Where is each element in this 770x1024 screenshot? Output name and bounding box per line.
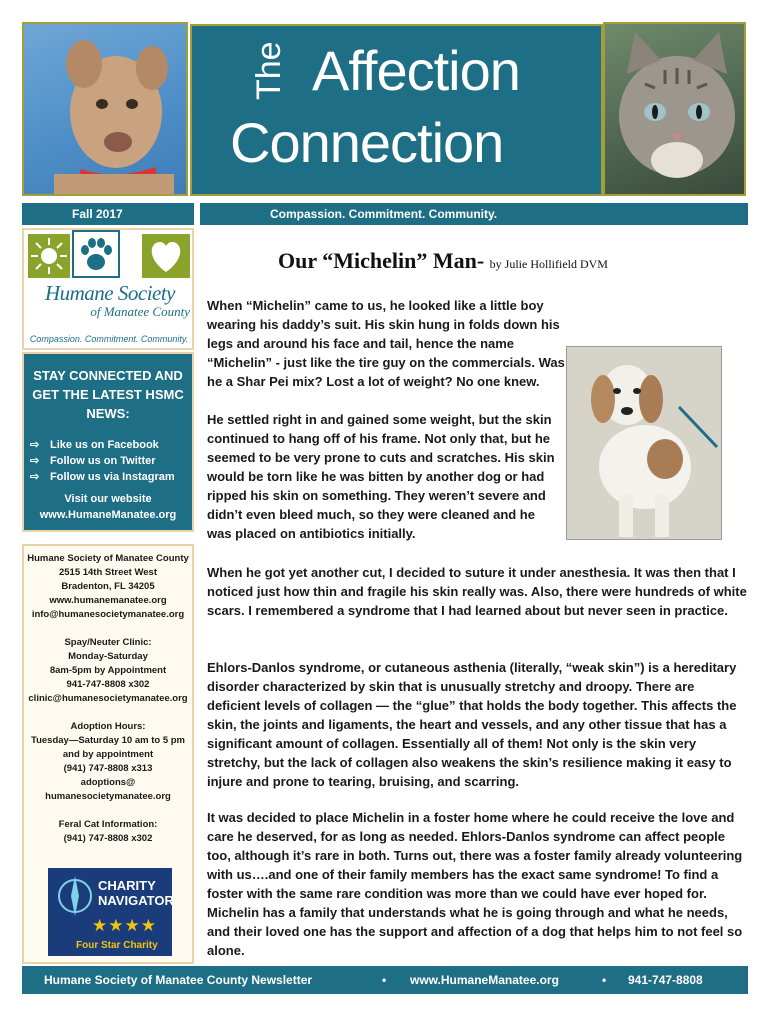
season-band: Fall 2017: [22, 203, 194, 225]
paw-icon: [72, 230, 120, 278]
social-link-twitter[interactable]: ⇨ Follow us on Twitter: [30, 455, 156, 467]
tagline-band: Compassion. Commitment. Community.: [200, 203, 748, 225]
spay-email[interactable]: clinic@humanesocietymanatee.org: [28, 693, 188, 704]
michelin-dog-photo: [566, 346, 722, 540]
cat-photo: [603, 22, 746, 196]
info-email[interactable]: info@humanesocietymanatee.org: [31, 609, 185, 620]
spay-title: Spay/Neuter Clinic:: [64, 637, 152, 648]
footer-website[interactable]: www.HumaneManatee.org: [410, 973, 559, 987]
article-paragraph-1: When “Michelin” came to us, he looked like a little boy wearing his daddy’s suit. His skin hung in folds down his legs and around his face and tail, hence the name “Michelin” - just like the tire guy on the commercials. Was he a Shar Pei mix? Lost a lot of weight? No one knew.: [207, 298, 565, 389]
spay-days: Monday-Saturday: [68, 651, 148, 662]
masthead-title-line1: Affection: [312, 39, 520, 102]
article-paragraph-4: Ehlors-Danlos syndrome, or cutaneous asthenia (literally, “weak skin”) is a hereditary disorder characterized by skin that is unusually stretchy and droopy. There are deficient levels of collagen — the “glue” that holds the body together. This affects the skin, the joints and ligaments, the heart and vessels, and any other tissue that has a significant amount of collagen. Essentially all of them! Not only is the skin very stretchy, but the lack of collagen also weakens the skin’s resilience making it easy to injure and prone to tearing, bruising, and scarring.: [207, 660, 737, 789]
article-title: Our “Michelin” Man- by Julie Hollifield DVM: [278, 248, 608, 273]
org-name: Humane Society of Manatee County: [27, 553, 189, 564]
spay-hours: 8am-5pm by Appointment: [49, 665, 167, 676]
website-link[interactable]: www.HumaneManatee.org: [39, 509, 177, 521]
dog-illustration: [24, 24, 188, 196]
logo-name: Humane Society: [44, 281, 176, 305]
adopt-appt: and by appointment: [62, 749, 154, 760]
adopt-email[interactable]: adoptions@: [80, 777, 136, 788]
newsletter-footer: [22, 966, 748, 994]
feral-phone[interactable]: (941) 747-8808 x302: [63, 833, 153, 844]
footer-org: Humane Society of Manatee County Newsletter: [44, 973, 313, 987]
stay-connected-title: STAY CONNECTED AND GET THE LATEST HSMC NEWS:: [32, 368, 184, 421]
logo-subname: of Manatee County: [90, 304, 190, 319]
social-link-instagram[interactable]: ⇨ Follow us via Instagram: [30, 471, 175, 483]
star-icons: ★★★★: [92, 916, 157, 935]
cat-illustration: [605, 24, 746, 196]
city-address: Bradenton, FL 34205: [61, 581, 155, 592]
spay-phone[interactable]: 941-747-8808 x302: [66, 679, 150, 690]
charity-navigator-badge[interactable]: [48, 868, 172, 956]
footer-bullet: •: [602, 973, 607, 987]
adopt-days: Tuesday—Saturday 10 am to 5 pm: [31, 735, 185, 746]
arrow-right-icon: ⇨: [30, 439, 40, 451]
adopt-title: Adoption Hours:: [70, 721, 146, 732]
article-paragraph-5: It was decided to place Michelin in a foster home where he could receive the love and care he deserved, for as long as needed. Ehlors-Danlos syndrome can affect people too, although it’s rare in both. Turns out, there was a foster family already volunteering with us….and one of their family members has the exact same syndrome! To find a foster with the same rare condition was more than we could have ever hoped for. Michelin has a family that understands what he is going through and what he needs, and their loved one has the support and affection of a dog that helps him to not feel so alone.: [207, 810, 743, 958]
arrow-right-icon: ⇨: [30, 471, 40, 483]
social-link-facebook[interactable]: ⇨ Like us on Facebook: [30, 439, 159, 451]
heart-icon: [142, 234, 190, 278]
social-links-list: [24, 437, 192, 485]
adopt-email-domain[interactable]: humanesocietymanatee.org: [45, 791, 171, 802]
masthead-the: The: [250, 41, 288, 100]
footer-bullet: •: [382, 973, 387, 987]
stay-connected-box: [22, 352, 194, 532]
footer-phone[interactable]: 941-747-8808: [628, 973, 703, 987]
arrow-right-icon: ⇨: [30, 455, 40, 467]
web-link[interactable]: www.humanemanatee.org: [49, 595, 167, 606]
sun-icon: [28, 234, 70, 278]
charity-rating: Four Star Charity: [76, 940, 158, 951]
charity-navigator-label: CHARITY NAVIGATOR: [98, 878, 174, 908]
article-paragraph-2: He settled right in and gained some weight, but the skin continued to hang off of his frame. Not only that, but he seemed to be very prone to cuts and scratches. His skin would be torn like he was bitten by another dog or had ripped his skin on something. They weren’t severe and didn’t even bleed much, so they were cleaned and he was placed on antibiotics initially.: [207, 412, 555, 541]
logo-tagline: Compassion. Commitment. Community.: [29, 334, 189, 344]
feral-title: Feral Cat Information:: [58, 819, 158, 830]
street-address: 2515 14th Street West: [58, 567, 158, 578]
hsmc-logo[interactable]: [22, 228, 194, 350]
article-byline: by Julie Hollifield DVM: [489, 257, 608, 271]
dog-photo: [22, 22, 188, 196]
article-paragraph-3: When he got yet another cut, I decided to suture it under anesthesia. It was then that I noticed just how thin and fragile his skin really was. Also, there were hundreds of white scars. I remembered a syndrome that I had learned about but never seen in practice.: [207, 565, 747, 618]
adopt-phone[interactable]: (941) 747-8808 x313: [63, 763, 153, 774]
michelin-illustration: [567, 347, 722, 540]
masthead-title-line2: Connection: [230, 111, 504, 174]
compass-icon: [52, 872, 98, 920]
visit-website: Visit our website www.HumaneManatee.org: [24, 491, 192, 523]
